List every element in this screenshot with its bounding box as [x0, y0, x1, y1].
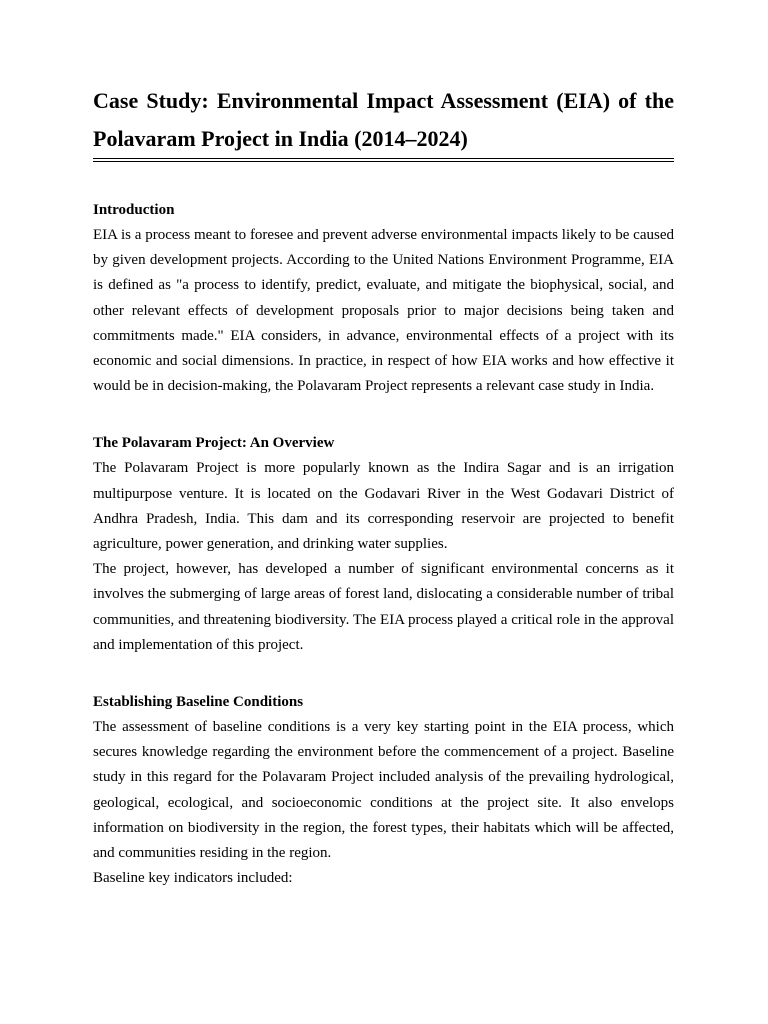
section-paragraph: Baseline key indicators included: — [93, 870, 293, 887]
section-heading: The Polavaram Project: An Overview — [93, 435, 335, 452]
document-title: Case Study: Environmental Impact Assessment (EIA) of the Polavaram Project in India (2014–2024) — [93, 88, 674, 151]
section-paragraph: The Polavaram Project is more popularly known as the Indira Sagar and is an irrigation multipurpose venture. It is located on the Godavari River in the West Godavari District of Andhra Pradesh, India. This dam and its corresponding reservoir are projected to benefit agriculture, power generation, and drinking water supplies. — [93, 460, 674, 553]
section-overview — [93, 431, 674, 658]
section-baseline — [93, 690, 674, 891]
section-introduction — [93, 198, 674, 399]
title-double-rule — [93, 158, 674, 162]
section-paragraph: The assessment of baseline conditions is a very key starting point in the EIA process, which secures knowledge regarding the environment before the commencement of a project. Baseline study in this regard for the Polavaram Project included analysis of the prevailing hydrological, geological, ecological, and socioeconomic conditions at the project site. It also envelops information on biodiversity in the region, the forest types, their habitats which will be affected, and communities residing in the region. — [93, 719, 674, 862]
section-heading: Establishing Baseline Conditions — [93, 694, 304, 711]
document-page — [93, 82, 674, 891]
section-heading: Introduction — [93, 202, 175, 218]
section-paragraph: The project, however, has developed a number of significant environmental concerns as it involves the submerging of large areas of forest land, dislocating a considerable number of tribal communities, and threatening biodiversity. The EIA process played a critical role in the approval and implementation of this project. — [93, 561, 674, 653]
section-paragraph: EIA is a process meant to foresee and prevent adverse environmental impacts likely to be caused by given development projects. According to the United Nations Environment Programme, EIA is defined as "a process to identify, predict, evaluate, and mitigate the biophysical, social, and other relevant effects of development proposals prior to major decisions being taken and commitments made." EIA considers, in advance, environmental effects of a project with its economic and social dimensions. In practice, in respect of how EIA works and how effective it would be in decision-making, the Polavaram Project represents a relevant case study in India. — [93, 227, 674, 395]
